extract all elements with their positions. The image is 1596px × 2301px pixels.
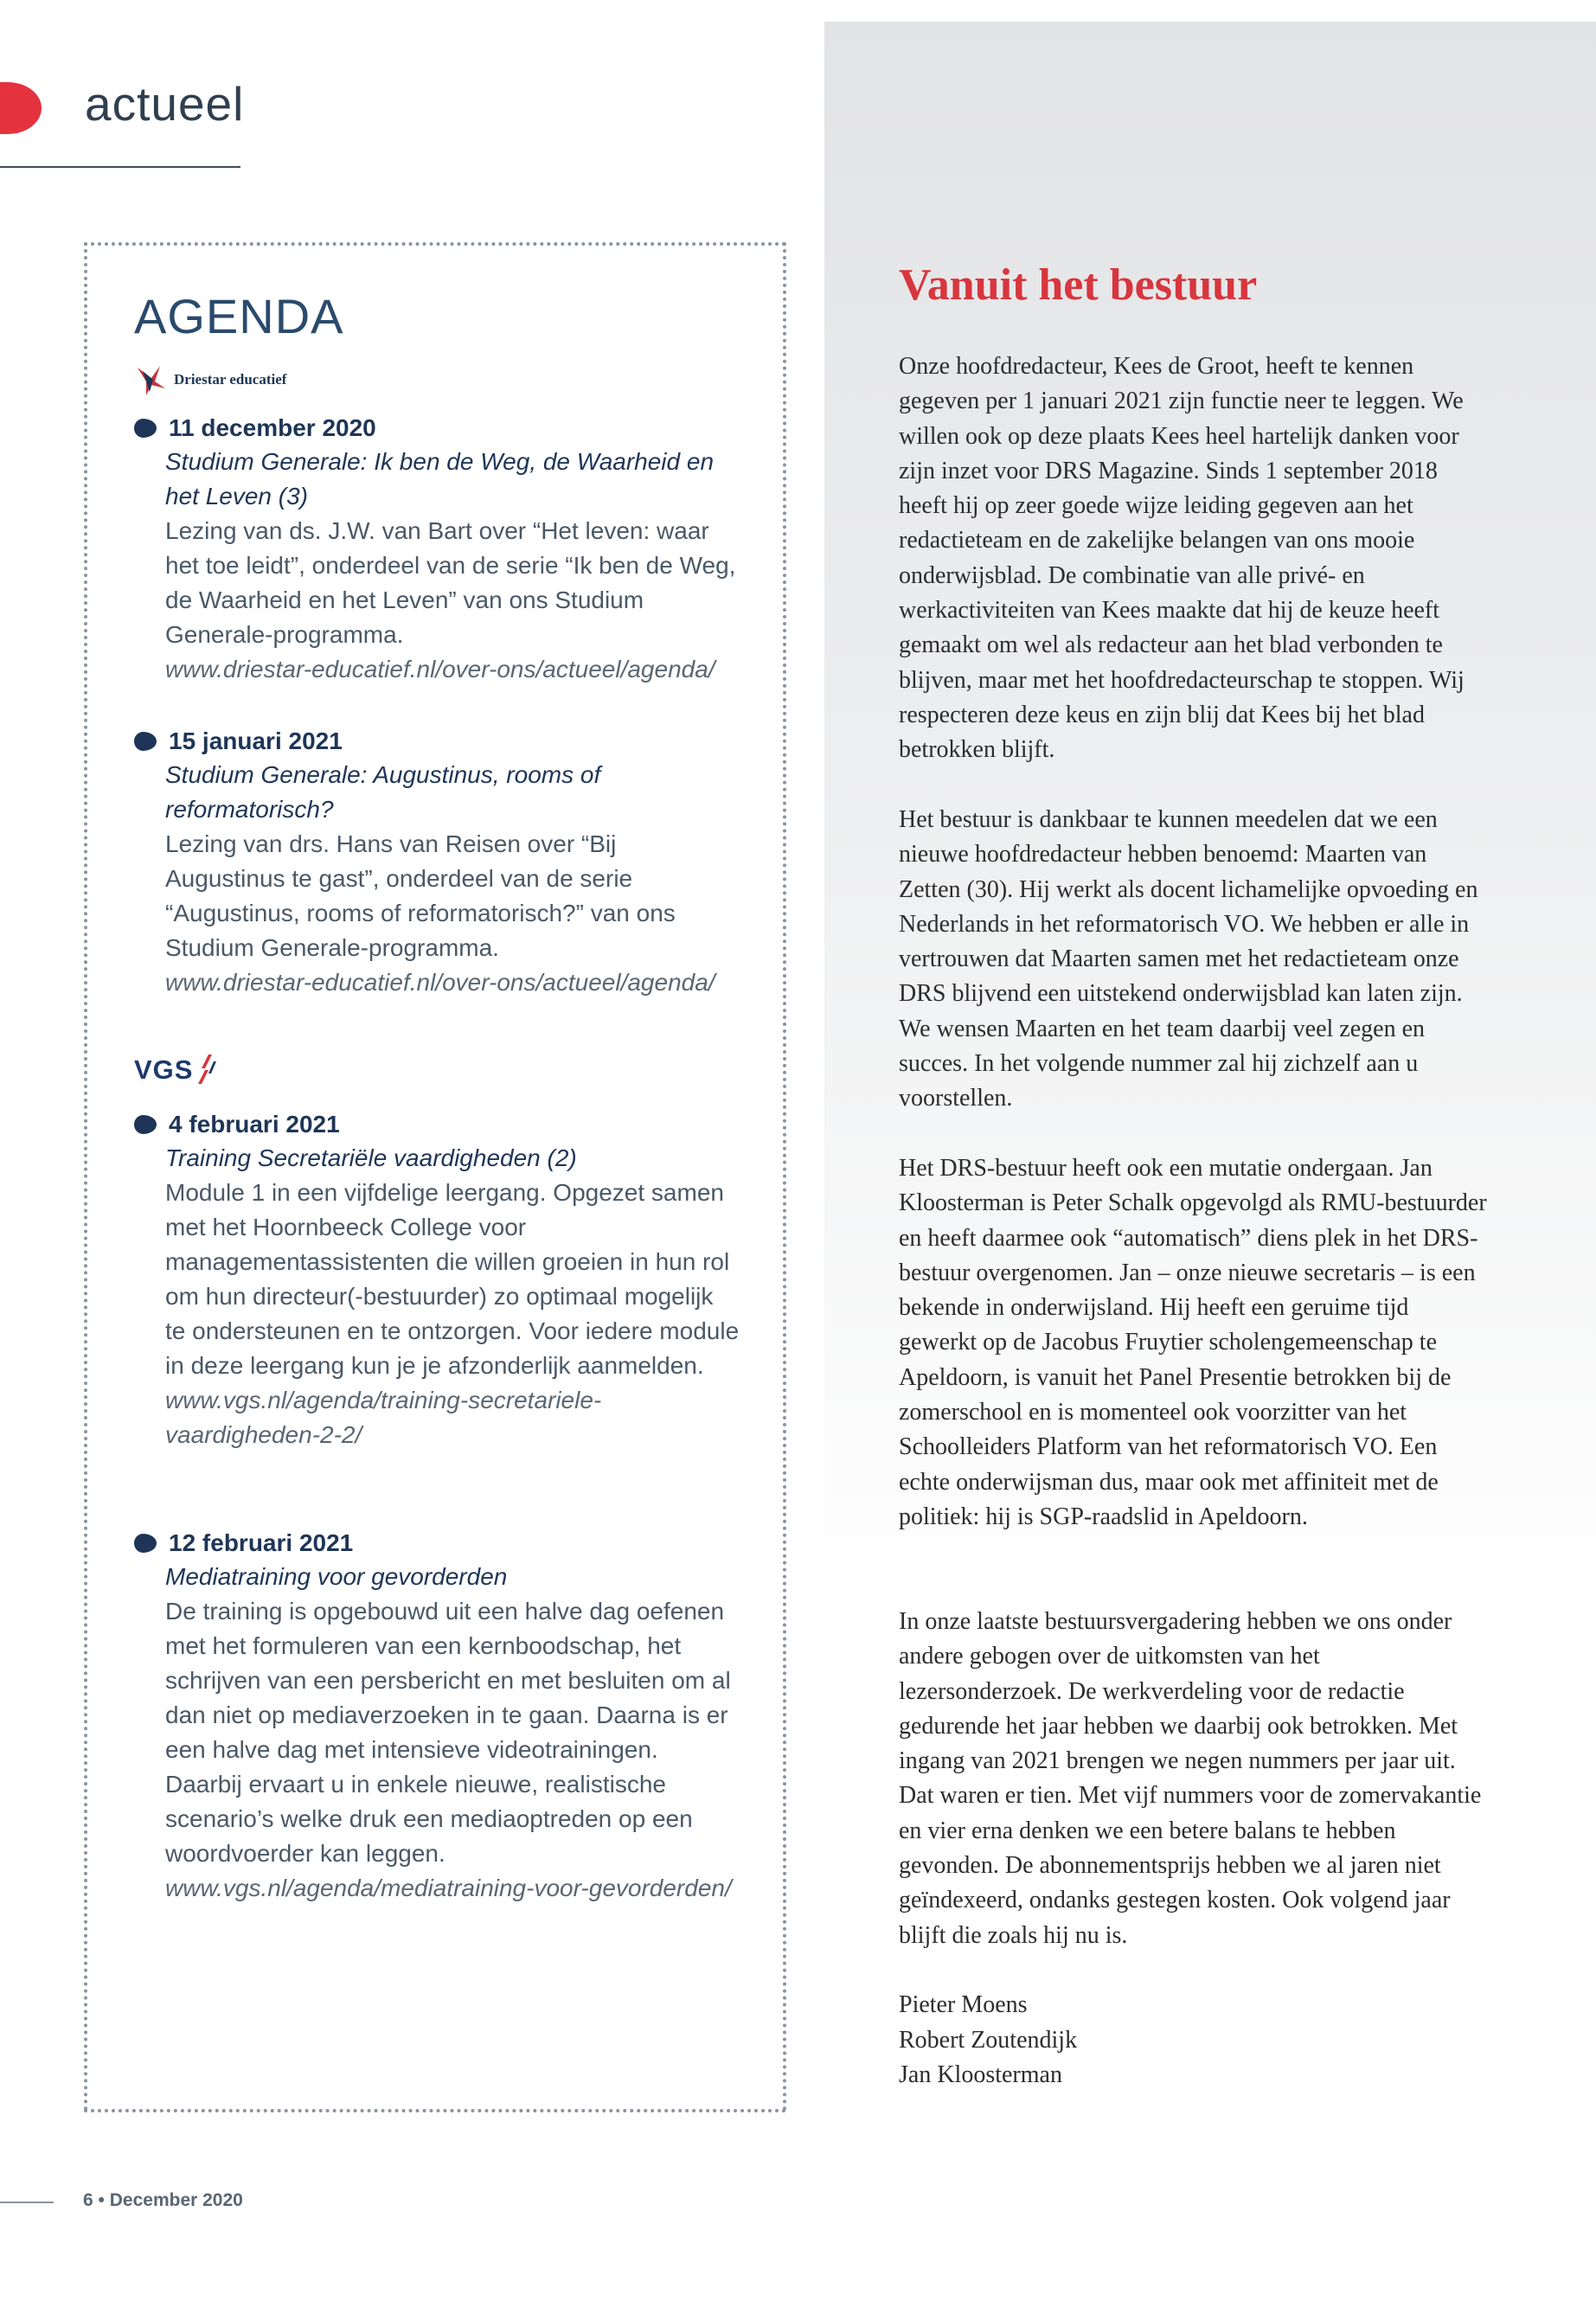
event-description: De training is opgebouwd uit een halve dag oefenen met het formuleren van een kernboodschap, het schrijven van een persbericht en met besluiten om al dan niet op mediaverzoeken in te gaan. Daarna is er een halve dag met intensieve videotrainingen. Daarbij ervaart u in enkele nieuwe, realistische scenario’s welke druk een mediaoptreden op een woordvoerder kan leggen. — [165, 1598, 731, 1867]
driestar-logo — [134, 362, 286, 398]
event-date: 12 februari 2021 — [169, 1529, 354, 1556]
article-paragraph: In onze laatste bestuursvergadering hebben we ons onder andere gebogen over de uitkomsten van het lezersonderzoek. De werkverdeling voor de redactie gedurende het jaar hebben we daarbij ook betrokken. Met ingang van 2021 brengen we negen nummers per jaar uit. Dat waren er tien. Met vijf nummers voor de zomervakantie en vier erna denken we een betere balans te hebben gevonden. De abonnementsprijs hebben we al jaren niet geïndexeerd, ondanks gestegen kosten. Ook volgend jaar blijft die zoals hij nu is. — [899, 1608, 1482, 1949]
vgs-stripes-icon — [193, 1051, 219, 1089]
signer-name: Pieter Moens — [899, 1991, 1028, 2018]
event-description: Lezing van drs. Hans van Reisen over “Bij Augustinus te gast”, onderdeel van de serie “Augustinus, rooms of reformatorisch?” van ons Studium Generale-programma. — [165, 830, 676, 961]
event-date: 11 december 2020 — [169, 414, 376, 441]
event-link[interactable]: www.driestar-educatief.nl/over-ons/actueel/agenda/ — [165, 969, 715, 996]
page-footer — [83, 2190, 243, 2211]
bullet-icon — [134, 732, 157, 751]
event-title: Mediatraining voor gevorderden — [165, 1563, 508, 1590]
page-number: 6 — [83, 2190, 93, 2210]
bullet-icon — [134, 1115, 157, 1134]
issue-date: December 2020 — [109, 2190, 243, 2210]
event-date: 15 januari 2021 — [169, 727, 343, 754]
driestar-star-icon — [134, 362, 169, 397]
bullet-icon — [134, 419, 157, 438]
section-marker-icon — [0, 82, 42, 134]
event-description: Lezing van ds. J.W. van Bart over “Het leven: waar het toe leidt”, onderdeel van de serie “Ik ben de Weg, de Waarheid en het Leven” van ons Studium Generale-programma. — [165, 517, 736, 648]
event-link[interactable]: www.vgs.nl/agenda/training-secretariele-vaardigheden-2-2/ — [165, 1387, 602, 1448]
signer-name: Jan Kloosterman — [899, 2061, 1062, 2088]
article-paragraph: Het DRS-bestuur heeft ook een mutatie ondergaan. Jan Kloosterman is Peter Schalk opgevolgd als RMU-bestuurder en heeft daarmee ook “automatisch” diens plek in het DRS-bestuur overgenomen. Jan – onze nieuwe secretaris – is een bekende in onderwijsland. Hij heeft een geruime tijd gewerkt op de Jacobus Fruytier scholengemeenschap te Apeldoorn, is vanuit het Panel Presentie betrokken bij de zomerschool en is momenteel ook voorzitter van het Schoolleiders Platform van het reformatorisch VO. Een echte onderwijsman dus, maar ook met affiniteit met de politiek: hij is SGP-raadslid in Apeldoorn. — [899, 1155, 1487, 1530]
event-link[interactable]: www.vgs.nl/agenda/mediatraining-voor-gevorderden/ — [165, 1875, 732, 1901]
event-title: Studium Generale: Augustinus, rooms of reformatorisch? — [165, 761, 601, 823]
event-description: Module 1 in een vijfdelige leergang. Opgezet samen met het Hoornbeeck College voor managementassistenten die willen groeien in hun rol om hun directeur(-bestuurder) zo optimaal mogelijk te ondersteunen en te ontzorgen. Voor iedere module in deze leergang kun je je afzonderlijk aanmelden. — [165, 1179, 740, 1379]
article-paragraph: Onze hoofdredacteur, Kees de Groot, heeft te kennen gegeven per 1 januari 2021 zijn functie neer te leggen. We willen ook op deze plaats Kees heel hartelijk danken voor zijn inzet voor DRS Magazine. Sinds 1 september 2018 heeft hij op zeer goede wijze leiding gegeven aan het redactieteam en de zakelijke belangen van ons mooie onderwijsblad. De combinatie van alle privé- en werkactiviteiten van Kees maakte dat hij de keuze heeft gemaakt om wel als redacteur aan het blad verbonden te blijven, maar met het hoofdredacteurschap te stoppen. Wij respecteren deze keus en zijn blij dat Kees bij het blad betrokken blijft. — [899, 353, 1465, 764]
agenda-event — [134, 725, 740, 1000]
footer-divider — [0, 2202, 54, 2203]
agenda-event — [134, 1108, 740, 1452]
section-divider — [0, 166, 240, 168]
bullet-icon — [134, 1534, 157, 1553]
event-date: 4 februari 2021 — [169, 1111, 340, 1138]
article-paragraph: Het bestuur is dankbaar te kunnen meedelen dat we een nieuwe hoofdredacteur hebben benoemd: Maarten van Zetten (30). Hij werkt als docent lichamelijke opvoeding en Nederlands in het reformatorisch VO. We hebben er alle in vertrouwen dat Maarten samen met het redactieteam onze DRS blijvend een uitstekend onderwijsblad kan laten zijn. We wensen Maarten en het team daarbij veel zegen en succes. In het volgende nummer zal hij zichzelf aan u voorstellen. — [899, 806, 1478, 1112]
event-link[interactable]: www.driestar-educatief.nl/over-ons/actueel/agenda/ — [165, 656, 715, 683]
article-title: Vanuit het bestuur — [899, 260, 1258, 310]
vgs-logo-text: VGS — [134, 1054, 194, 1085]
event-title: Studium Generale: Ik ben de Weg, de Waarheid en het Leven (3) — [165, 448, 715, 510]
agenda-event — [134, 412, 740, 687]
signer-name: Robert Zoutendijk — [899, 2026, 1078, 2054]
event-title: Training Secretariële vaardigheden (2) — [165, 1144, 577, 1171]
footer-separator: • — [98, 2190, 105, 2210]
agenda-title: AGENDA — [134, 289, 344, 343]
vgs-logo — [134, 1048, 219, 1092]
signers — [899, 1988, 1077, 2093]
driestar-logo-text: Driestar educatief — [174, 371, 287, 388]
agenda-event — [134, 1527, 740, 1906]
section-label: actueel — [85, 77, 245, 131]
